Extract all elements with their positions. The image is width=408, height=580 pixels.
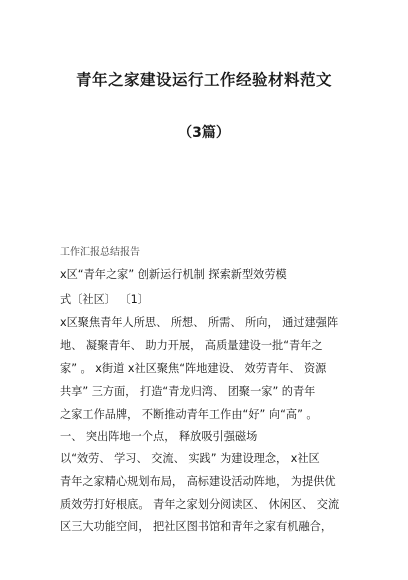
body-line: x区“青年之家” 创新运行机制 探索新型效劳模 (60, 268, 287, 281)
section-label: 工作汇报总结报告 (60, 247, 140, 258)
body-line: 之家工作品牌， 不断推动青年工作由“好” 向“高” 。 (60, 408, 318, 421)
document-subtitle: （3篇） (178, 125, 230, 141)
body-line: 式〔社区〕 〔1〕 (60, 293, 149, 306)
body-line: 地、 凝聚青年、 助力开展， 高质量建设一批“青年之 (60, 339, 323, 352)
document-title: 青年之家建设运行工作经验材料范文 (75, 71, 332, 89)
section-heading: 一、 突出阵地一个点， 释放吸引强磁场 (60, 430, 258, 443)
body-line: 共享” 三方面， 打造“青龙归湾、 团聚一家” 的青年 (60, 385, 316, 398)
body-line: 质效劳打好根底。 青年之家划分阅读区、 休闲区、 交流 (60, 498, 340, 511)
body-line: 青年之家精心规划布局， 高标建设活动阵地， 为提供优 (60, 475, 336, 488)
body-line: 家” 。 x街道 x社区聚焦“阵地建设、 效劳青年、 资源 (60, 362, 327, 375)
body-line: 以“效劳、 学习、 交流、 实践” 为建设理念， x社区 (60, 452, 320, 465)
body-line: 区三大功能空间， 把社区图书馆和青年之家有机融合， (60, 520, 333, 533)
body-line: x区聚焦青年人所思、 所想、 所需、 所向， 通过建强阵 (60, 316, 339, 329)
